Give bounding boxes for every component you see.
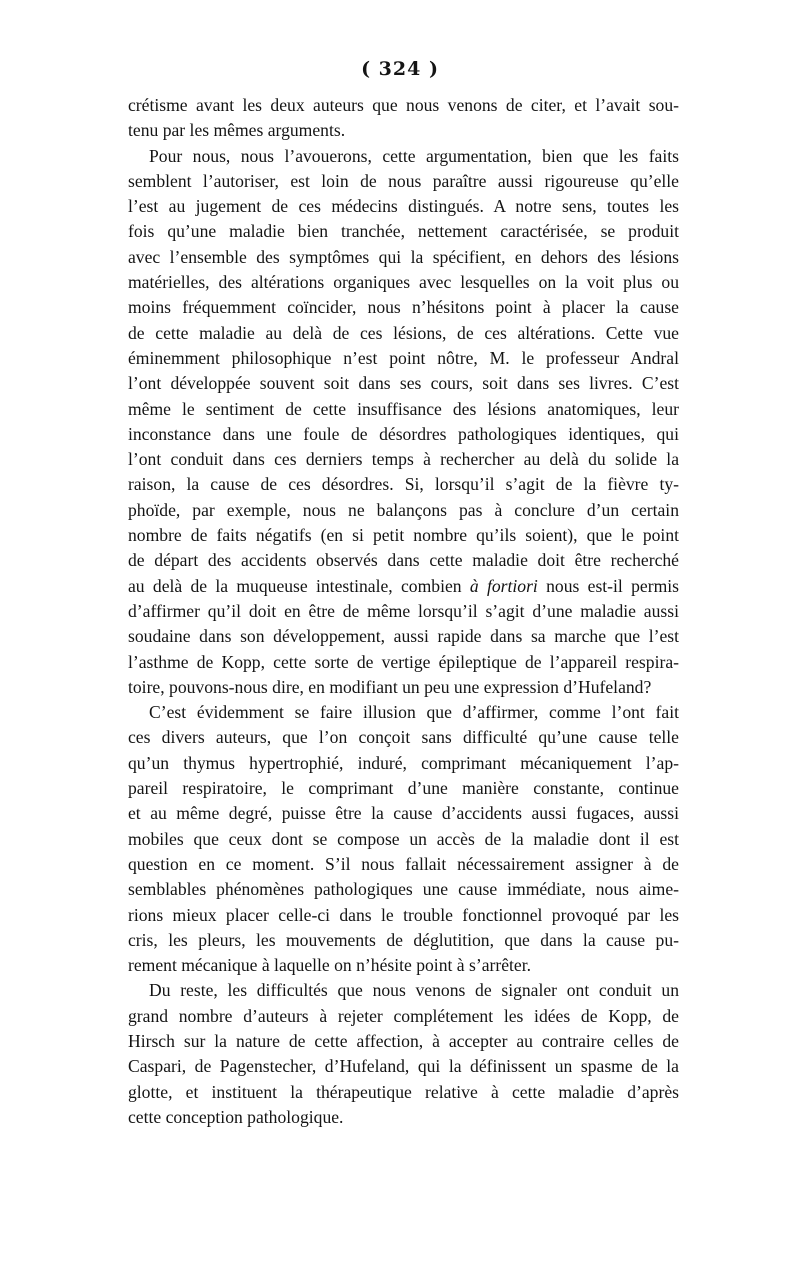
text-line: glotte, et instituent la thérapeutique relative à cette maladie d’après bbox=[128, 1081, 679, 1102]
text-line: l’asthme de Kopp, cette sorte de vertige épileptique de l’appareil respira- bbox=[128, 651, 679, 672]
text-line: moins fréquemment coïncider, nous n’hésitons point à placer la cause bbox=[128, 297, 679, 318]
text-line: de cette maladie au delà de ces lésions, de ces altérations. Cette vue bbox=[128, 322, 679, 343]
text-line: et au même degré, puisse être la cause d’accidents aussi fugaces, aussi bbox=[128, 803, 679, 824]
text-line: qu’un thymus hypertrophié, induré, comprimant mécaniquement l’ap- bbox=[128, 752, 679, 773]
text-line: fois qu’une maladie bien tranchée, nettement caractérisée, se produit bbox=[128, 221, 679, 242]
text-line: tenu par les mêmes arguments. bbox=[128, 120, 346, 141]
text-run: nous est-il permis bbox=[537, 575, 679, 596]
text-line: rions mieux placer celle-ci dans le trouble fonctionnel provoqué par les bbox=[128, 904, 679, 925]
text-line: nombre de faits négatifs (en si petit nombre qu’ils soient), que le point bbox=[128, 525, 679, 546]
text-line: Caspari, de Pagenstecher, d’Hufeland, qui la définissent un spasme de la bbox=[128, 1056, 679, 1077]
italic-phrase: à fortiori bbox=[469, 575, 538, 596]
text-line: pareil respiratoire, le comprimant d’une manière constante, continue bbox=[128, 778, 679, 799]
text-line: ces divers auteurs, que l’on conçoit sans difficulté qu’une cause telle bbox=[128, 727, 679, 748]
text-run: au delà de la muqueuse intestinale, combien bbox=[128, 575, 470, 596]
text-line bbox=[128, 574, 679, 599]
text-line: même le sentiment de cette insuffisance des lésions anatomiques, leur bbox=[128, 398, 679, 419]
text-line: rement mécanique à laquelle on n’hésite point à s’arrêter. bbox=[128, 955, 532, 976]
text-line: crétisme avant les deux auteurs que nous venons de citer, et l’avait sou- bbox=[128, 95, 679, 115]
text-line: C’est évidemment se faire illusion que d’affirmer, comme l’ont fait bbox=[149, 702, 679, 723]
text-line: l’est au jugement de ces médecins distingués. A notre sens, toutes les bbox=[128, 196, 679, 217]
page-number: ( 324 ) bbox=[361, 58, 439, 80]
text-line: toire, pouvons-nous dire, en modifiant un peu une expression d’Hufeland? bbox=[128, 676, 652, 697]
text-line: raison, la cause de ces désordres. Si, lorsqu’il s’agit de la fièvre ty- bbox=[128, 474, 679, 495]
text-line: cette conception pathologique. bbox=[128, 1106, 344, 1127]
text-line: de départ des accidents observés dans cette maladie doit être recherché bbox=[128, 550, 679, 571]
text-line: question en ce moment. S’il nous fallait nécessairement assigner à de bbox=[128, 853, 679, 874]
text-line: Pour nous, nous l’avouerons, cette argumentation, bien que les faits bbox=[149, 145, 679, 166]
text-line: Du reste, les difficultés que nous venons de signaler ont conduit un bbox=[149, 980, 679, 1001]
text-line: cris, les pleurs, les mouvements de déglutition, que dans la cause pu- bbox=[128, 929, 679, 950]
body-text bbox=[128, 93, 679, 1130]
text-line: matérielles, des altérations organiques avec lesquelles on la voit plus ou bbox=[128, 272, 679, 293]
text-line: semblent l’autoriser, est loin de nous paraître aussi rigoureuse qu’elle bbox=[128, 170, 679, 191]
text-line: l’ont développée souvent soit dans ses cours, soit dans ses livres. C’est bbox=[128, 373, 679, 394]
text-line: avec l’ensemble des symptômes qui la spécifient, en dehors des lésions bbox=[128, 246, 679, 267]
text-line: d’affirmer qu’il doit en être de même lorsqu’il s’agit d’une maladie aussi bbox=[128, 600, 679, 621]
text-line: grand nombre d’auteurs à rejeter complétement les idées de Kopp, de bbox=[128, 1005, 679, 1026]
text-line: semblables phénomènes pathologiques une cause immédiate, nous aime- bbox=[128, 879, 679, 900]
text-line: l’ont conduit dans ces derniers temps à rechercher au delà du solide la bbox=[128, 449, 679, 470]
text-line: éminemment philosophique n’est point nôtre, M. le professeur Andral bbox=[128, 347, 679, 368]
text-line: inconstance dans une foule de désordres pathologiques identiques, qui bbox=[128, 423, 679, 444]
text-line: Hirsch sur la nature de cette affection, à accepter au contraire celles de bbox=[128, 1030, 679, 1051]
text-line: mobiles que ceux dont se compose un accès de la maladie dont il est bbox=[128, 828, 679, 849]
text-line: phoïde, par exemple, nous ne balançons pas à conclure d’un certain bbox=[128, 499, 679, 520]
text-line: soudaine dans son développement, aussi rapide dans sa marche que l’est bbox=[128, 626, 679, 647]
